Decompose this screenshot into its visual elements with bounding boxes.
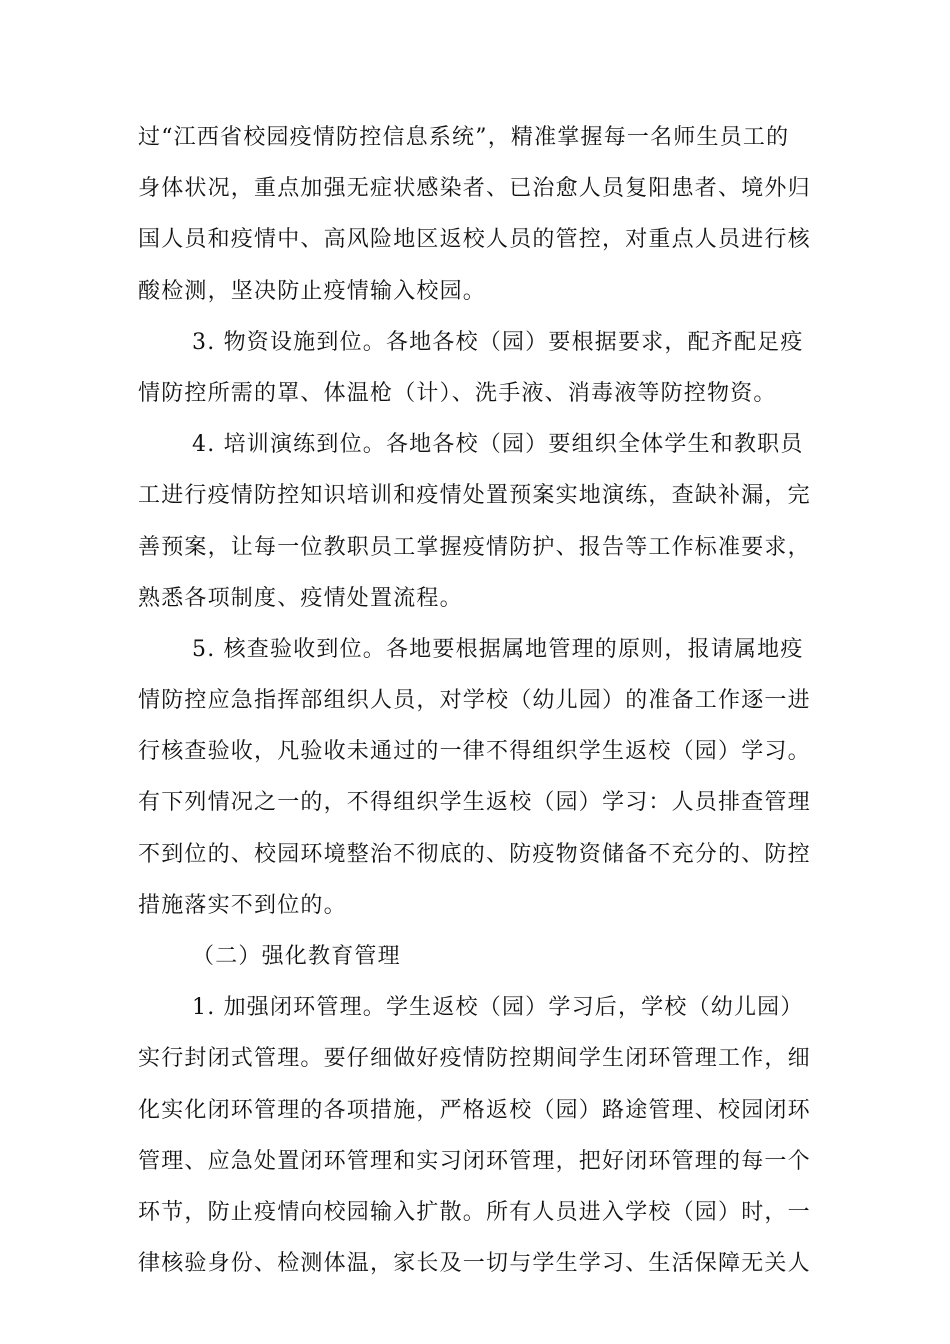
text-line: 实行封闭式管理。要仔细做好疫情防控期间学生闭环管理工作，细 [138, 1046, 811, 1072]
text-line: 化实化闭环管理的各项措施，严格返校（园）路途管理、校园闭环 [138, 1097, 811, 1123]
text-line: 熟悉各项制度、疫情处置流程。 [138, 585, 463, 611]
text-line: 酸检测，坚决防止疫情输入校园。 [138, 278, 487, 304]
text-line: 有下列情况之一的，不得组织学生返校（园）学习：人员排查管理 [138, 790, 811, 816]
paragraph-item-1-line: 1. 加强闭环管理。学生返校（园）学习后，学校（幼儿园） [192, 995, 804, 1021]
paragraph-item-5-line: 5. 核查验收到位。各地要根据属地管理的原则，报请属地疫 [192, 636, 804, 662]
text-line: 善预案，让每一位教职员工掌握疫情防护、报告等工作标准要求， [138, 534, 811, 560]
paragraph-item-3-line: 3. 物资设施到位。各地各校（园）要根据要求，配齐配足疫 [192, 329, 804, 355]
section-heading: （二）强化教育管理 [192, 944, 401, 969]
text-line: 情防控应急指挥部组织人员，对学校（幼儿园）的准备工作逐一进 [138, 688, 811, 714]
paragraph-item-4-line: 4. 培训演练到位。各地各校（园）要组织全体学生和教职员 [192, 432, 804, 458]
text-line: 情防控所需的罩、体温枪（计）、洗手液、消毒液等防控物资。 [138, 380, 777, 406]
text-line: 过“江西省校园疫情防控信息系统”，精准掌握每一名师生员工的 [138, 125, 790, 150]
text-line: 行核查验收，凡验收未通过的一律不得组织学生返校（园）学习。 [138, 739, 811, 765]
text-line: 身体状况，重点加强无症状感染者、已治愈人员复阳患者、境外归 [138, 176, 811, 202]
text-line: 不到位的、校园环境整治不彻底的、防疫物资储备不充分的、防控 [138, 841, 811, 867]
text-line: 国人员和疫情中、高风险地区返校人员的管控，对重点人员进行核 [138, 227, 811, 253]
text-line: 管理、应急处置闭环管理和实习闭环管理，把好闭环管理的每一个 [138, 1148, 811, 1174]
text-line: 措施落实不到位的。 [138, 892, 347, 918]
text-line: 律核验身份、检测体温，家长及一切与学生学习、生活保障无关人 [138, 1251, 811, 1277]
text-line: 工进行疫情防控知识培训和疫情处置预案实地演练，查缺补漏，完 [138, 483, 811, 509]
document-body [138, 112, 838, 1289]
text-line: 环节，防止疫情向校园输入扩散。所有人员进入学校（园）时，一 [138, 1199, 811, 1225]
